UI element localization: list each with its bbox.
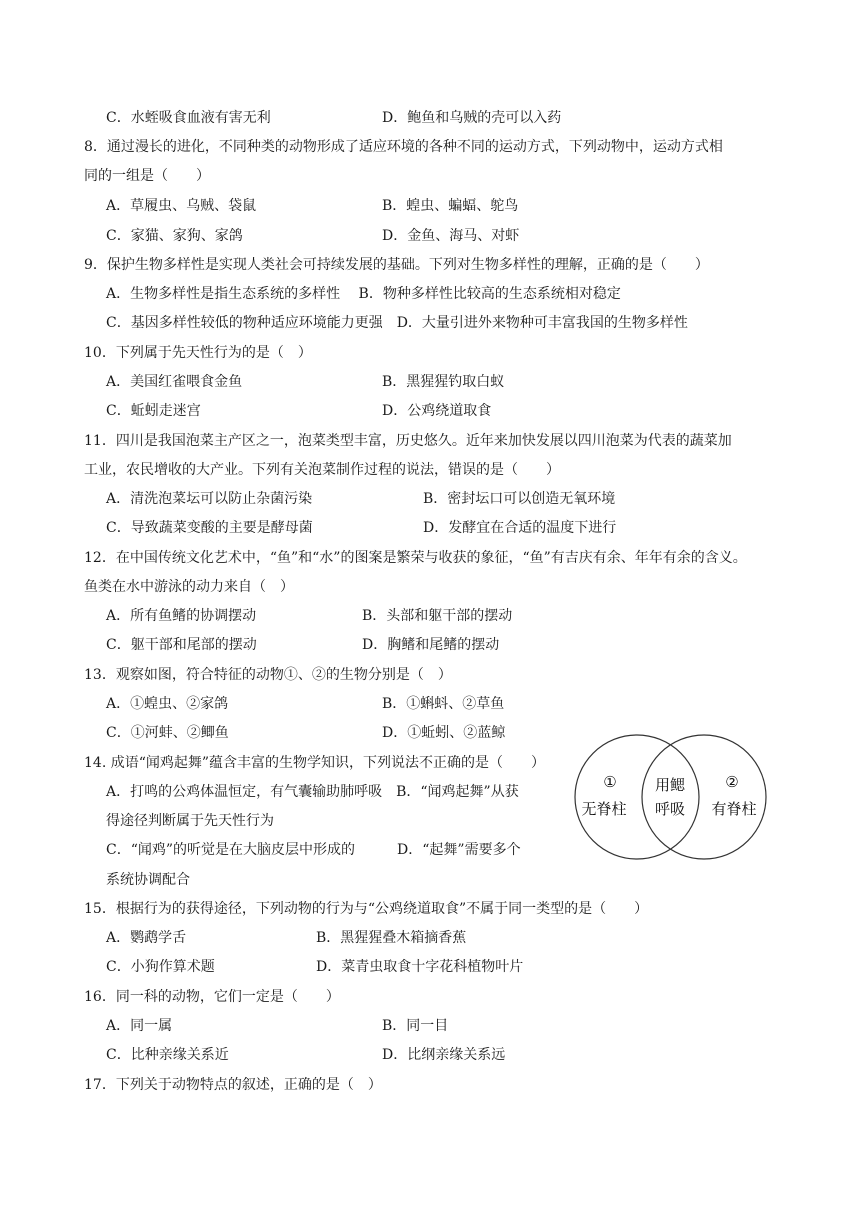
line: A．生物多样性是指生态系统的多样性 B．物种多样性比较高的生态系统相对稳定	[106, 286, 621, 302]
line: C．小狗作算术题	[106, 959, 215, 975]
line: 9．保护生物多样性是实现人类社会可持续发展的基础。下列对生物多样性的理解，正确的是（ ）	[84, 257, 709, 273]
line: 鱼类在水中游泳的动力来自（ ）	[84, 579, 294, 595]
line: C．比种亲缘关系近	[106, 1047, 229, 1063]
line: D．比纲亲缘关系远	[382, 1047, 506, 1063]
line: B．密封坛口可以创造无氧环境	[423, 491, 616, 507]
line: B．①蝌蚪、②草鱼	[382, 696, 505, 712]
line: 得途径判断属于先天性行为	[106, 813, 274, 829]
line: B．蝗虫、蝙蝠、鸵鸟	[382, 198, 519, 214]
line: 8．通过漫长的进化，不同种类的动物形成了适应环境的各种不同的运动方式，下列动物中，运动方式相	[84, 139, 723, 155]
line: B．黑猩猩叠木箱摘香蕉	[316, 930, 467, 946]
line: A．同一属	[106, 1018, 173, 1034]
line: D．菜青虫取食十字花科植物叶片	[316, 959, 524, 975]
line: 工业，农民增收的大产业。下列有关泡菜制作过程的说法，错误的是（ ）	[84, 462, 560, 478]
line: C．导致蔬菜变酸的主要是酵母菌	[106, 520, 313, 536]
line: A．①蝗虫、②家鸽	[106, 696, 229, 712]
line: A．所有鱼鳍的协调摆动	[106, 608, 257, 624]
line: 同的一组是（ ）	[84, 168, 210, 184]
left-region-number: ①	[603, 773, 617, 791]
line: C．躯干部和尾部的摆动	[106, 637, 257, 653]
venn-diagram	[572, 732, 772, 862]
line: 10．下列属于先天性行为的是（ ）	[84, 345, 312, 361]
line: D．公鸡绕道取食	[382, 403, 492, 419]
line: A．清洗泡菜坛可以防止杂菌污染	[106, 491, 313, 507]
line: C．①河蚌、②鲫鱼	[106, 725, 229, 741]
line: A．美国红雀喂食金鱼	[106, 374, 243, 390]
left-circle	[575, 735, 699, 859]
line: A．草履虫、乌贼、袋鼠	[106, 198, 257, 214]
line: B．同一目	[382, 1018, 449, 1034]
middle-region-label-2: 呼吸	[654, 800, 686, 818]
left-region-label: 无脊柱	[581, 800, 627, 818]
right-circle	[642, 735, 766, 859]
line: C．蚯蚓走迷宫	[106, 403, 201, 419]
right-region-number: ②	[725, 773, 739, 791]
middle-region-label-1: 用鳃	[654, 776, 686, 794]
line: D．胸鳍和尾鳍的摆动	[362, 637, 500, 653]
line: 系统协调配合	[106, 872, 190, 888]
line: D．鲍鱼和乌贼的壳可以入药	[382, 110, 562, 126]
line: C．“闻鸡”的听觉是在大脑皮层中形成的 D．“起舞”需要多个	[106, 842, 521, 858]
line: 16．同一科的动物，它们一定是（ ）	[84, 989, 340, 1005]
right-region-label: 有脊柱	[711, 800, 757, 818]
line: 14. 成语“闻鸡起舞”蕴含丰富的生物学知识，下列说法不正确的是（ ）	[84, 755, 546, 771]
line: 17．下列关于动物特点的叙述，正确的是（ ）	[84, 1077, 382, 1093]
line: 15．根据行为的获得途径，下列动物的行为与“公鸡绕道取食”不属于同一类型的是（ ）	[84, 901, 649, 917]
line: A．鹦鹉学舌	[106, 930, 187, 946]
line: D．①蚯蚓、②蓝鲸	[382, 725, 506, 741]
line: 13．观察如图，符合特征的动物①、②的生物分别是（ ）	[84, 667, 452, 683]
line: D．发酵宜在合适的温度下进行	[423, 520, 617, 536]
line: D．金鱼、海马、对虾	[382, 228, 520, 244]
line: C．家猫、家狗、家鸽	[106, 228, 243, 244]
line: C．基因多样性较低的物种适应环境能力更强 D．大量引进外来物种可丰富我国的生物多样性	[106, 315, 688, 331]
line: 11．四川是我国泡菜主产区之一，泡菜类型丰富，历史悠久。近年来加快发展以四川泡菜为代表的蔬菜加	[84, 433, 732, 449]
line: A．打鸣的公鸡体温恒定，有气囊输助肺呼吸 B．“闻鸡起舞”从获	[106, 784, 519, 800]
line: 12．在中国传统文化艺术中，“鱼”和“水”的图案是繁荣与收获的象征，“鱼”有吉庆有余、年年有余的含义。	[84, 550, 747, 566]
line: B．黑猩猩钓取白蚁	[382, 374, 505, 390]
line: B．头部和躯干部的摆动	[362, 608, 513, 624]
line: C．水蛭吸食血液有害无利	[106, 110, 271, 126]
